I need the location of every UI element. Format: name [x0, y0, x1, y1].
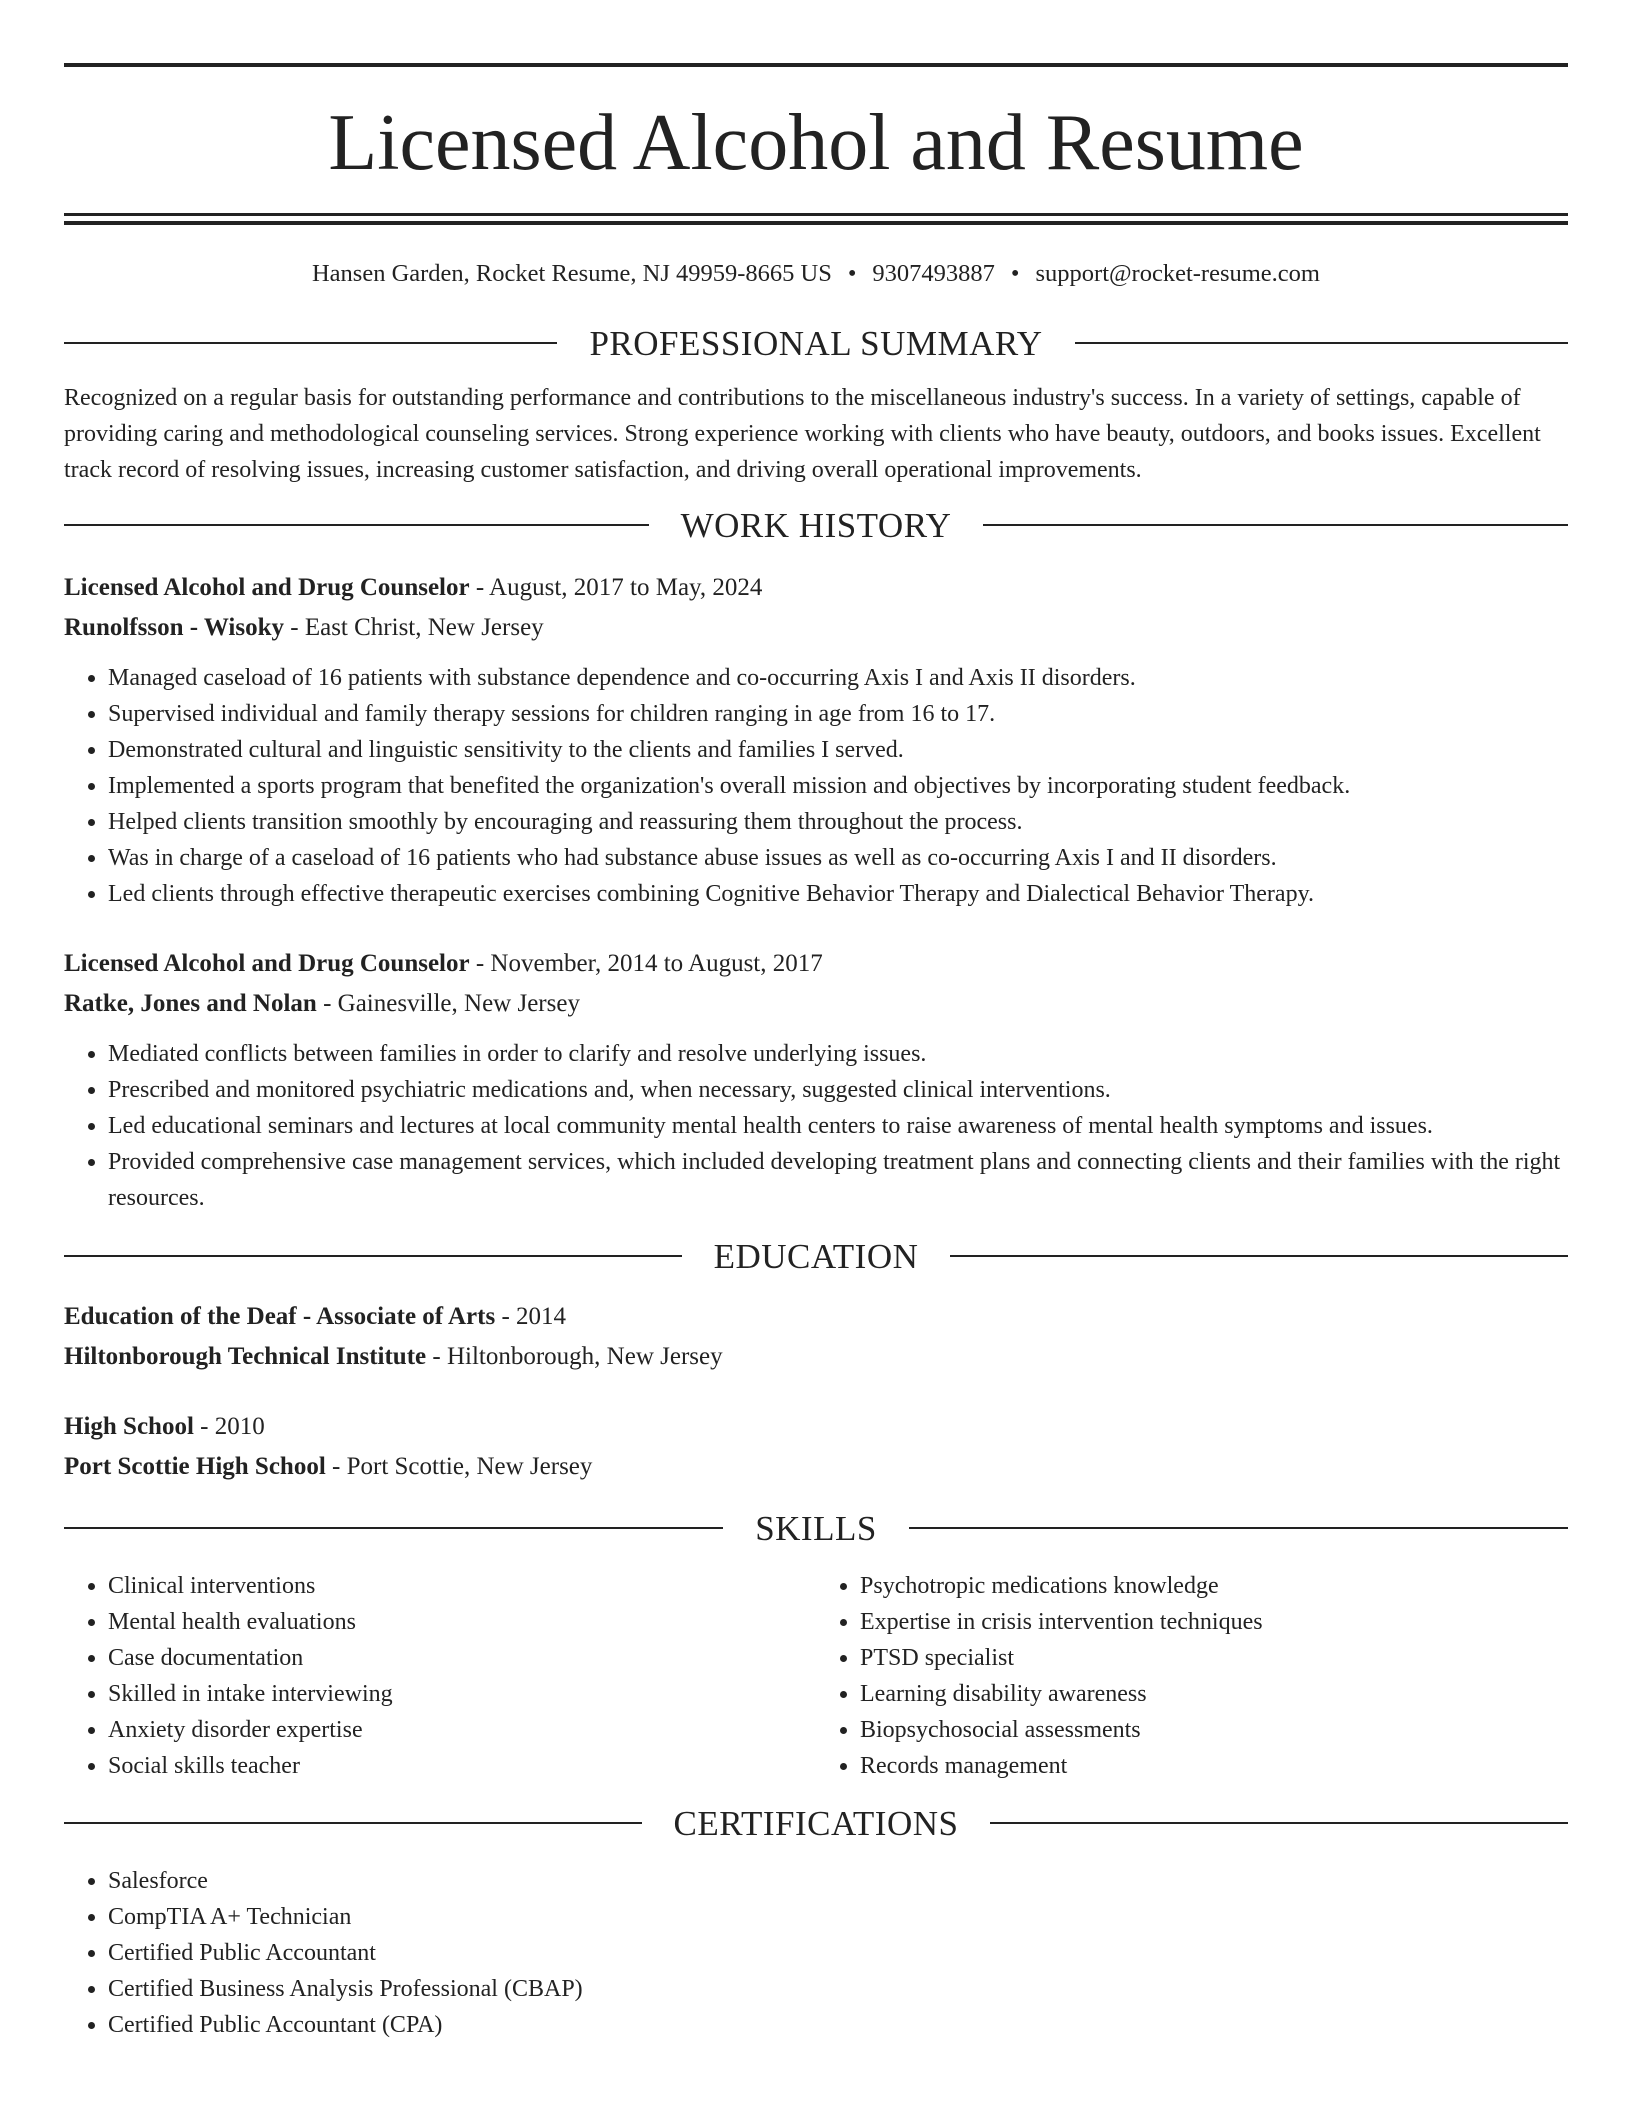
job-location: - East Christ, New Jersey: [284, 613, 544, 641]
heading-rule: [990, 1822, 1568, 1824]
list-item: • Case documentation: [108, 1640, 816, 1676]
education-degree: Education of the Deaf - Associate of Arts: [64, 1302, 496, 1330]
education-location: - Hiltonborough, New Jersey: [426, 1342, 723, 1370]
job-title: Licensed Alcohol and Drug Counselor: [64, 573, 470, 601]
list-item: • Was in charge of a caseload of 16 patients who had substance abuse issues as well as co-occurring Axis I and II disorders.: [108, 840, 1568, 876]
job-bullets: [64, 660, 1568, 912]
list-item: • Certified Public Accountant: [108, 1935, 1568, 1971]
heading-rule: [983, 524, 1568, 526]
job-title-line: [64, 944, 1568, 984]
list-item: • Provided comprehensive case management services, which included developing treatment plans and connecting clients and their families with the right resources.: [108, 1144, 1568, 1216]
skills-grid: [64, 1568, 1568, 1784]
certifications-section-heading: [64, 1803, 1568, 1843]
education-year: - 2014: [495, 1302, 567, 1330]
list-item: • Clinical interventions: [108, 1568, 816, 1604]
skills-heading-label: SKILLS: [755, 1508, 877, 1548]
job-dates: - November, 2014 to August, 2017: [469, 949, 823, 977]
list-item: • Helped clients transition smoothly by encouraging and reassuring them throughout the process.: [108, 804, 1568, 840]
heading-rule: [1075, 342, 1568, 344]
work-heading-label: WORK HISTORY: [680, 505, 952, 545]
list-item: • Supervised individual and family therapy sessions for children ranging in age from 16 to 17.: [108, 696, 1568, 732]
heading-rule: [950, 1255, 1568, 1257]
job-company: Ratke, Jones and Nolan: [64, 989, 317, 1017]
certifications-heading-label: CERTIFICATIONS: [673, 1803, 959, 1843]
title-double-rule: [64, 213, 1568, 225]
list-item: • Records management: [860, 1748, 1568, 1784]
education-degree: High School: [64, 1412, 194, 1440]
education-entry: [64, 1297, 1568, 1377]
list-item: • Demonstrated cultural and linguistic sensitivity to the clients and families I served.: [108, 732, 1568, 768]
top-rule: [64, 63, 1568, 67]
heading-rule: [64, 342, 557, 344]
heading-rule: [909, 1527, 1568, 1529]
skills-list-left: [64, 1568, 816, 1784]
education-degree-line: [64, 1297, 1568, 1337]
job-entry: [64, 944, 1568, 1216]
list-item: • Implemented a sports program that benefited the organization's overall mission and objectives by incorporating student feedback.: [108, 768, 1568, 804]
list-item: • Prescribed and monitored psychiatric medications and, when necessary, suggested clinical interventions.: [108, 1072, 1568, 1108]
job-dates: - August, 2017 to May, 2024: [469, 573, 763, 601]
heading-rule: [64, 1527, 723, 1529]
work-section-heading: [64, 505, 1568, 545]
heading-rule: [64, 524, 649, 526]
education-school-line: [64, 1337, 1568, 1377]
education-entry: [64, 1407, 1568, 1487]
resume-title: Licensed Alcohol and Resume: [328, 99, 1304, 187]
list-item: • Salesforce: [108, 1863, 1568, 1899]
list-item: • Mental health evaluations: [108, 1604, 816, 1640]
contact-line: [64, 262, 1568, 287]
certifications-list: [64, 1863, 1568, 2043]
job-company: Runolfsson - Wisoky: [64, 613, 284, 641]
education-school: Hiltonborough Technical Institute: [64, 1342, 427, 1370]
list-item: • Led clients through effective therapeutic exercises combining Cognitive Behavior Therapy and Dialectical Behavior Therapy.: [108, 876, 1568, 912]
list-item: • Certified Business Analysis Professional (CBAP): [108, 1971, 1568, 2007]
list-item: • Biopsychosocial assessments: [860, 1712, 1568, 1748]
contact-separator: •: [847, 260, 857, 287]
summary-text: Recognized on a regular basis for outstanding performance and contributions to the miscellaneous industry's success. In a variety of settings, capable of providing caring and methodological counseling services. Strong experience working with clients who have beauty, outdoors, and books issues. Excellent track record of resolving issues, increasing customer satisfaction, and driving overall operational improvements.: [64, 384, 1541, 483]
list-item: • Social skills teacher: [108, 1748, 816, 1784]
contact-separator: •: [1010, 260, 1020, 287]
education-location: - Port Scottie, New Jersey: [325, 1452, 593, 1480]
contact-phone: 9307493887: [872, 260, 995, 287]
job-title-line: [64, 568, 1568, 608]
list-item: • Anxiety disorder expertise: [108, 1712, 816, 1748]
list-item: • CompTIA A+ Technician: [108, 1899, 1568, 1935]
list-item: • Learning disability awareness: [860, 1676, 1568, 1712]
skills-section-heading: [64, 1508, 1568, 1548]
list-item: • Skilled in intake interviewing: [108, 1676, 816, 1712]
summary-section-heading: [64, 323, 1568, 363]
summary-heading-label: PROFESSIONAL SUMMARY: [589, 323, 1043, 363]
heading-rule: [64, 1255, 682, 1257]
list-item: • Mediated conflicts between families in order to clarify and resolve underlying issues.: [108, 1036, 1568, 1072]
list-item: • Psychotropic medications knowledge: [860, 1568, 1568, 1604]
contact-email[interactable]: support@rocket-resume.com: [1035, 260, 1320, 287]
education-section-heading: [64, 1236, 1568, 1276]
job-bullets: [64, 1036, 1568, 1216]
education-school-line: [64, 1447, 1568, 1487]
education-degree-line: [64, 1407, 1568, 1447]
job-company-line: [64, 984, 1568, 1024]
education-year: - 2010: [193, 1412, 265, 1440]
job-title: Licensed Alcohol and Drug Counselor: [64, 949, 470, 977]
heading-rule: [64, 1822, 642, 1824]
education-heading-label: EDUCATION: [713, 1236, 919, 1276]
skills-list-right: [816, 1568, 1568, 1784]
job-location: - Gainesville, New Jersey: [316, 989, 580, 1017]
list-item: • Managed caseload of 16 patients with substance dependence and co-occurring Axis I and Axis II disorders.: [108, 660, 1568, 696]
job-entry: [64, 568, 1568, 912]
list-item: • PTSD specialist: [860, 1640, 1568, 1676]
job-company-line: [64, 608, 1568, 648]
list-item: • Led educational seminars and lectures at local community mental health centers to raise awareness of mental health symptoms and issues.: [108, 1108, 1568, 1144]
education-school: Port Scottie High School: [64, 1452, 326, 1480]
contact-address: Hansen Garden, Rocket Resume, NJ 49959-8665 US: [311, 260, 832, 287]
list-item: • Expertise in crisis intervention techniques: [860, 1604, 1568, 1640]
list-item: • Certified Public Accountant (CPA): [108, 2007, 1568, 2043]
